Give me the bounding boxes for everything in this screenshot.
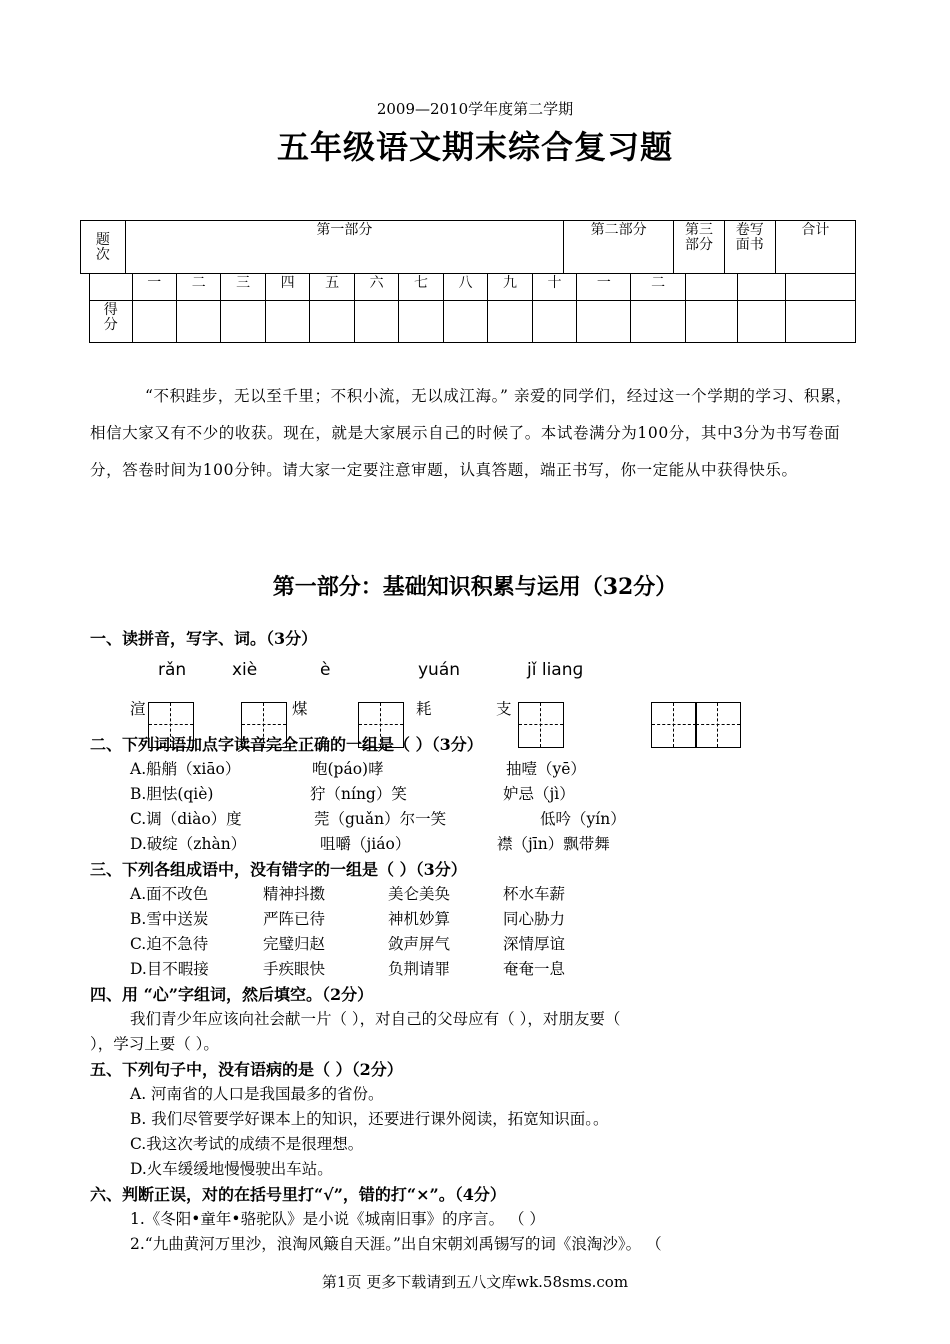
q2-option-b1: B.胆怯(qiè) [130,785,214,803]
question-num: 十 [532,274,576,301]
score-cell[interactable] [265,301,309,343]
pinyin-5: jǐ lianɡ [527,660,584,680]
q1-title: 一、读拼音，写字、词。（3分） [90,629,318,648]
part2-header: 第二部分 [564,221,674,274]
question-num: 九 [488,274,532,301]
q4-title: 四、用 “心”字组词，然后填空。（2分） [90,985,374,1004]
q2-option-a3: 抽噎（yē） [506,760,586,778]
q5-option-b: B. 我们尽管要学好课本上的知识，还要进行课外阅读，拓宽知识面。。 [130,1110,609,1128]
score-cell[interactable] [310,301,354,343]
question-num: 七 [399,274,443,301]
score-cell[interactable] [577,301,631,343]
q4-line2: ），学习上要（ ）。 [90,1035,219,1053]
row-label-score: 得分 [90,301,133,343]
question-num: 四 [265,274,309,301]
score-cell[interactable] [132,301,176,343]
writing-box[interactable] [241,702,287,748]
score-cell[interactable] [685,301,737,343]
score-table-body [89,273,856,343]
question-num: 五 [310,274,354,301]
q5-option-d: D.火车缓缓地慢慢驶出车站。 [130,1160,333,1178]
q1-char-3: 耗 [416,700,432,718]
question-num: 一 [132,274,176,301]
neatness-header: 卷写面书 [724,221,775,274]
q3-option: 精神抖擞 [263,885,326,903]
writing-box[interactable] [148,702,194,748]
part3-header: 第三部分 [674,221,725,274]
question-num: 六 [354,274,398,301]
q2-option-b3: 妒忌（jì） [503,785,575,803]
writing-box[interactable] [358,702,404,748]
q2-option-a1: A.船艄（xiāo） [130,760,241,778]
q3-option: 美仑美奂 [388,885,451,903]
row-label-question: 题次 [81,221,126,274]
q2-option-c2: 莞（guǎn）尔一笑 [314,810,447,828]
q3-title: 三、下列各组成语中，没有错字的一组是（ ）（3分） [90,860,467,879]
part1-title: 第一部分：基础知识积累与运用（32分） [272,574,678,600]
score-cell[interactable] [399,301,443,343]
score-cell[interactable] [221,301,265,343]
q2-option-d1: D.破绽（zhàn） [130,835,247,853]
score-cell[interactable] [354,301,398,343]
q3-option: A.面不改色 [130,885,209,903]
q2-option-d3: 襟（jīn）飘带舞 [497,835,610,853]
q4-line1: 我们青少年应该向社会献一片（ ），对自己的父母应有（ ），对朋友要（ [130,1010,621,1028]
q3-option: 奄奄一息 [503,960,566,978]
writing-box[interactable] [695,702,741,748]
blank-cell [685,274,737,301]
question-num: 一 [577,274,631,301]
score-cell[interactable] [443,301,487,343]
q5-option-a: A. 河南省的人口是我国最多的省份。 [130,1085,384,1103]
intro-paragraph: “不积跬步，无以至千里；不积小流，无以成江海。” 亲爱的同学们，经过这一个学期的学习、积累，相信大家又有不少的收获。现在，就是大家展示自己的时候了。本试卷满分为100分，其中3分为书写卷面分，答卷时间为100分钟。请大家一定要注意审题，认真答题，端正书写，你一定能从中获得快乐。 [90,387,853,479]
q3-option: 杯水车薪 [503,885,566,903]
q2-option-c3: 低吟（yín） [540,810,626,828]
q3-option: 完璧归赵 [263,935,326,953]
q3-option: 严阵已待 [263,910,326,928]
q5-option-c: C.我这次考试的成绩不是很理想。 [130,1135,364,1153]
q2-option-c1: C.调（diào）度 [130,810,242,828]
writing-box[interactable] [651,702,697,748]
score-table-header [80,220,856,274]
q2-option-b2: 狞（níng）笑 [310,785,407,803]
q3-option: 深情厚谊 [503,935,566,953]
score-cell[interactable] [532,301,576,343]
q2-title: 二、下列词语加点字读音完全正确的一组是（ ）（3分） [90,735,483,754]
q6-title: 六、判断正误，对的在括号里打“√”，错的打“×”。（4分） [90,1185,506,1204]
score-cell[interactable] [786,301,856,343]
exam-subtitle: 2009—2010学年度第二学期 [376,100,574,118]
q3-option: 同心胁力 [503,910,566,928]
blank-cell [90,274,133,301]
q2-option-d2: 咀嚼（jiáo） [320,835,411,853]
q1-char-2: 煤 [292,700,308,718]
score-cell[interactable] [631,301,685,343]
q2-option-a2: 咆(páo)哮 [312,760,384,778]
question-num: 八 [443,274,487,301]
pinyin-1: rǎn [158,660,187,680]
exam-title: 五年级语文期末综合复习题 [276,128,673,166]
part1-header: 第一部分 [125,221,563,274]
q1-char-4: 支 [496,700,512,718]
blank-cell [786,274,856,301]
total-header: 合计 [775,221,855,274]
pinyin-4: yuán [418,660,461,680]
page-footer: 第1页 更多下载请到五八文库wk.58sms.com [321,1273,629,1291]
pinyin-3: è [320,660,331,680]
q3-option: 手疾眼快 [263,960,326,978]
q3-option: B.雪中送炭 [130,910,209,928]
q3-option: 负荆请罪 [388,960,451,978]
pinyin-2: xiè [232,660,258,680]
blank-cell [737,274,785,301]
q3-option: 敛声屏气 [388,935,451,953]
q1-char-1: 渲 [130,700,146,718]
q3-option: D.目不暇接 [130,960,209,978]
writing-box[interactable] [518,702,564,748]
question-num: 三 [221,274,265,301]
q3-option: 神机妙算 [388,910,451,928]
score-cell[interactable] [737,301,785,343]
q6-item-2: 2.“九曲黄河万里沙，浪淘风簸自天涯。”出自宋朝刘禹锡写的词《浪淘沙》。 （ [130,1235,662,1253]
score-cell[interactable] [488,301,532,343]
question-num: 二 [631,274,685,301]
q6-item-1: 1.《冬阳•童年•骆驼队》是小说《城南旧事》的序言。 （ ） [130,1210,545,1228]
q3-option: C.迫不急待 [130,935,209,953]
question-num: 二 [176,274,220,301]
q5-title: 五、下列句子中，没有语病的是（ ）（2分） [90,1060,403,1079]
score-cell[interactable] [176,301,220,343]
